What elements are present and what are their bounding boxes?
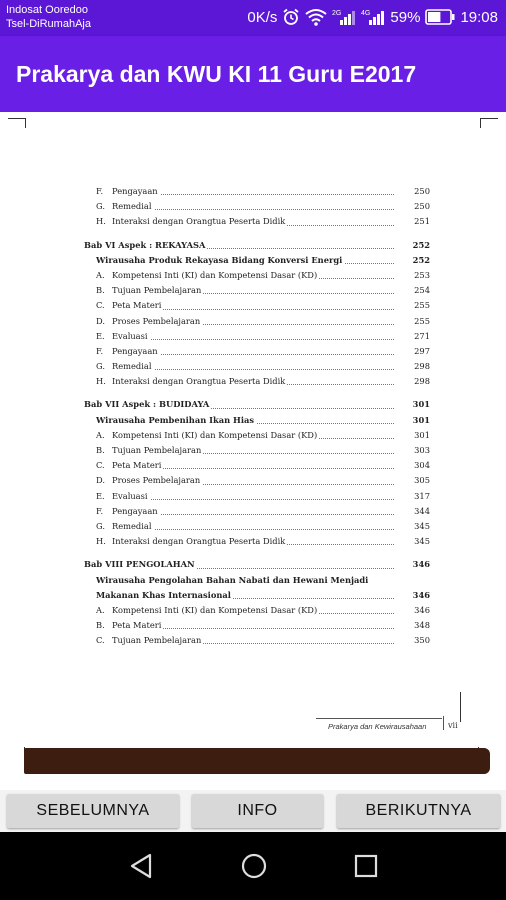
toc-chapter: Bab VII Aspek : BUDIDAYA 301	[84, 397, 432, 412]
page-bottom-band	[24, 748, 490, 774]
toc-entry: E. Evaluasi 317	[84, 489, 432, 504]
signal-4g-icon	[361, 8, 385, 26]
clock: 19:08	[460, 8, 498, 26]
toc-entry: A. Kompetensi Inti (KI) dan Kompetensi Dasar (KD) 253	[84, 268, 432, 283]
info-button[interactable]: INFO	[192, 794, 323, 828]
toc-chapter: Bab VI Aspek : REKAYASA 252	[84, 238, 432, 253]
navigation-button-bar	[0, 790, 506, 832]
toc-subtitle-line: Wirausaha Pengolahan Bahan Nabati dan Hewani Menjadi	[84, 573, 432, 588]
toc-entry: F. Pengayaan 297	[84, 344, 432, 359]
toc-subtitle: Wirausaha Produk Rekayasa Bidang Konversi Energi 252	[84, 253, 432, 268]
footer-divider	[443, 716, 444, 730]
toc-entry: B. Tujuan Pembelajaran 303	[84, 443, 432, 458]
toc-entry: D. Proses Pembelajaran 255	[84, 314, 432, 329]
toc-entry: H. Interaksi dengan Orangtua Peserta Didik 345	[84, 534, 432, 549]
toc-subtitle: Makanan Khas Internasional 346	[84, 588, 432, 603]
battery-percent: 59%	[390, 8, 421, 26]
toc-entry: C. Tujuan Pembelajaran 350	[84, 633, 432, 648]
home-icon[interactable]	[240, 852, 268, 880]
toc-entry: B. Peta Materi 348	[84, 618, 432, 633]
svg-text:4G: 4G	[361, 10, 371, 17]
crop-mark	[480, 118, 498, 119]
alarm-icon	[282, 8, 300, 26]
network-speed: 0K/s	[247, 8, 278, 26]
toc-entry: G. Remedial 250	[84, 199, 432, 214]
carrier-2: Tsel-DiRumahAja	[6, 18, 91, 30]
carrier-1: Indosat Ooredoo	[6, 4, 88, 16]
page-number: vii	[448, 721, 458, 730]
signal-2g-icon	[332, 8, 356, 26]
pdf-page-viewer[interactable]	[0, 112, 506, 790]
next-button[interactable]: BERIKUTNYA	[337, 794, 500, 828]
toc-subtitle: Wirausaha Pembenihan Ikan Hias 301	[84, 413, 432, 428]
back-icon[interactable]	[128, 852, 154, 880]
crop-mark	[25, 118, 26, 128]
toc-chapter: Bab VIII PENGOLAHAN 346	[84, 557, 432, 572]
app-title: Prakarya dan KWU KI 11 Guru E2017	[16, 61, 417, 87]
system-navigation-bar	[0, 832, 506, 900]
page-footer-title: Prakarya dan Kewirausahaan	[328, 722, 427, 731]
wifi-icon	[305, 8, 327, 26]
toc-entry: E. Evaluasi 271	[84, 329, 432, 344]
crop-mark	[460, 692, 461, 722]
app-bar	[0, 36, 506, 112]
crop-mark	[8, 118, 26, 119]
toc-entry: F. Pengayaan 250	[84, 184, 432, 199]
status-bar	[0, 0, 506, 36]
toc-entry: H. Interaksi dengan Orangtua Peserta Didik 251	[84, 214, 432, 229]
toc-entry: G. Remedial 345	[84, 519, 432, 534]
crop-mark	[480, 118, 481, 128]
toc-entry: A. Kompetensi Inti (KI) dan Kompetensi Dasar (KD) 346	[84, 603, 432, 618]
table-of-contents	[84, 184, 432, 648]
carrier-info	[6, 3, 91, 31]
previous-button[interactable]: SEBELUMNYA	[7, 794, 179, 828]
toc-entry: C. Peta Materi 255	[84, 298, 432, 313]
svg-text:2G: 2G	[332, 10, 342, 17]
toc-entry: D. Proses Pembelajaran 305	[84, 473, 432, 488]
recents-icon[interactable]	[353, 852, 379, 880]
battery-icon	[425, 9, 455, 25]
toc-entry: B. Tujuan Pembelajaran 254	[84, 283, 432, 298]
toc-entry: F. Pengayaan 344	[84, 504, 432, 519]
toc-entry: A. Kompetensi Inti (KI) dan Kompetensi Dasar (KD) 301	[84, 428, 432, 443]
toc-entry: C. Peta Materi 304	[84, 458, 432, 473]
toc-entry: H. Interaksi dengan Orangtua Peserta Didik 298	[84, 374, 432, 389]
footer-rule	[316, 718, 442, 719]
toc-entry: G. Remedial 298	[84, 359, 432, 374]
